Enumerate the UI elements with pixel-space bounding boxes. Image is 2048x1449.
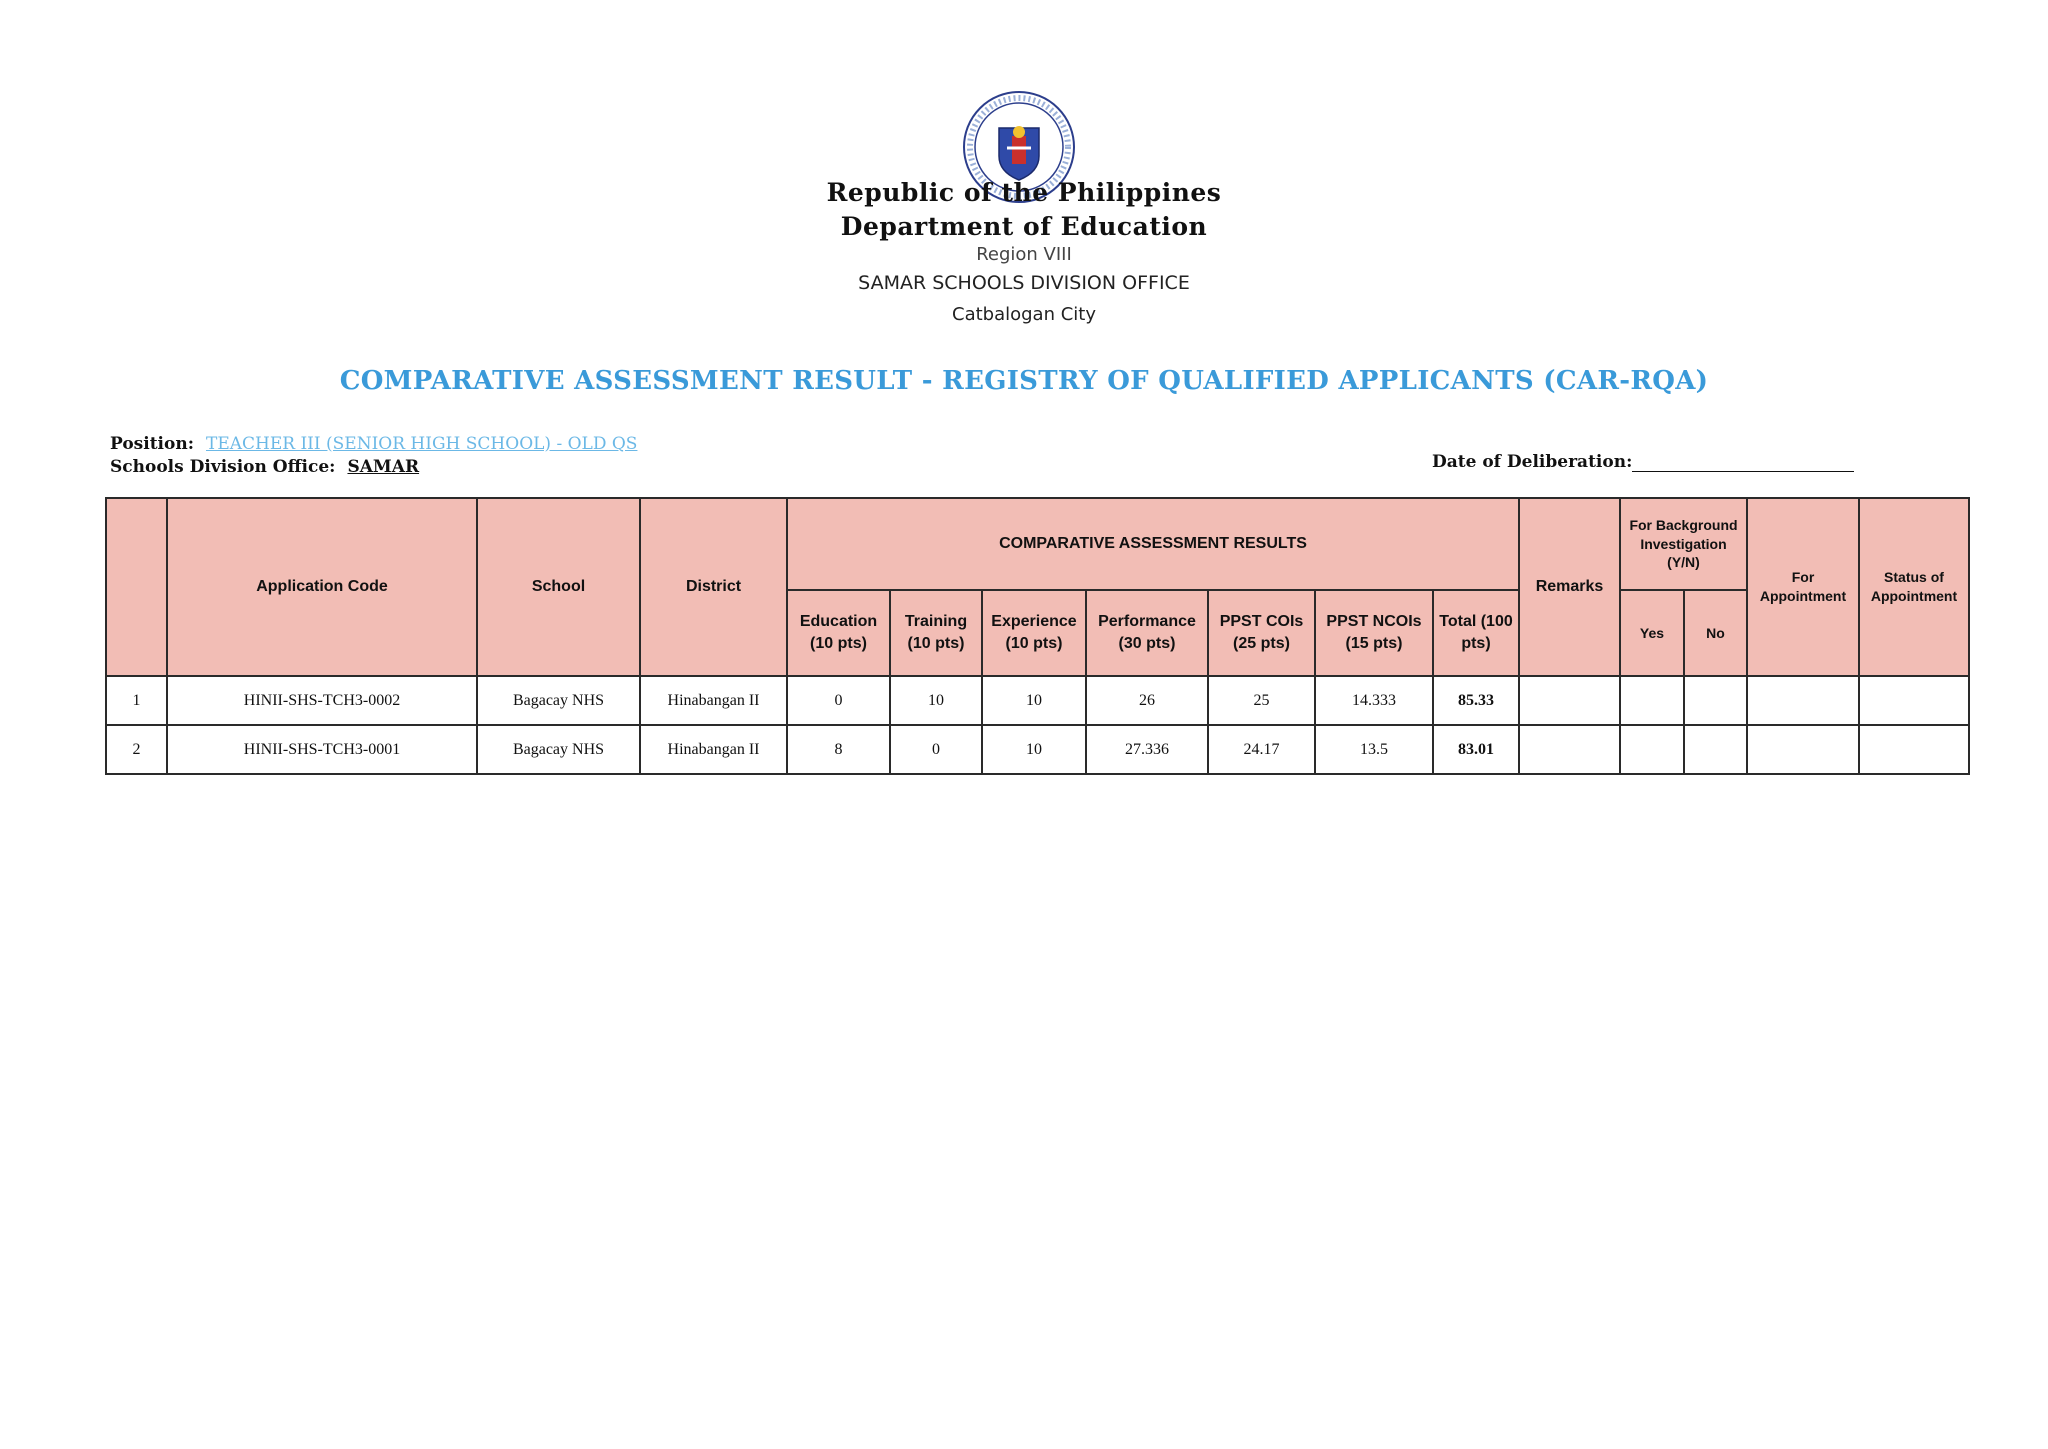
district-cell: Hinabangan II <box>640 725 787 774</box>
header-comparative-assessment-results: COMPARATIVE ASSESSMENT RESULTS <box>787 498 1519 590</box>
for-appointment-cell <box>1747 676 1859 725</box>
ppst-ncois-cell: 13.5 <box>1315 725 1433 774</box>
ppst-cois-cell: 24.17 <box>1208 725 1315 774</box>
for-appointment-cell <box>1747 725 1859 774</box>
header-education: Education (10 pts) <box>787 590 890 676</box>
region-label: Region VIII <box>976 244 1072 265</box>
table-row <box>106 676 1969 725</box>
no-cell <box>1684 725 1747 774</box>
document-title: COMPARATIVE ASSESSMENT RESULT - REGISTRY OF QUALIFIED APPLICANTS (CAR-RQA) <box>339 366 1709 396</box>
table-row <box>106 725 1969 774</box>
training-cell: 0 <box>890 725 982 774</box>
department-heading: Department of Education <box>840 212 1208 241</box>
deliberation-line <box>1432 452 1854 472</box>
header-status-of-appointment: Status of Appointment <box>1859 498 1969 676</box>
experience-cell: 10 <box>982 725 1086 774</box>
education-cell: 8 <box>787 725 890 774</box>
header-no: No <box>1684 590 1747 676</box>
deliberation-label: Date of Deliberation: <box>1432 452 1633 472</box>
yes-cell <box>1620 725 1684 774</box>
republic-heading: Republic of the Philippines <box>826 178 1222 207</box>
sdo-label: Schools Division Office: <box>110 457 336 477</box>
header-ppst-cois: PPST COIs (25 pts) <box>1208 590 1315 676</box>
deliberation-blank <box>1632 455 1854 472</box>
header-total: Total (100 pts) <box>1433 590 1519 676</box>
header-number <box>106 498 167 676</box>
remarks-cell <box>1519 676 1620 725</box>
experience-cell: 10 <box>982 676 1086 725</box>
remarks-cell <box>1519 725 1620 774</box>
sdo-value: SAMAR <box>347 457 420 477</box>
header-training: Training (10 pts) <box>890 590 982 676</box>
application-code-cell: HINII-SHS-TCH3-0001 <box>167 725 477 774</box>
header-application-code: Application Code <box>167 498 477 676</box>
district-cell: Hinabangan II <box>640 676 787 725</box>
position-line <box>110 434 637 454</box>
header-district: District <box>640 498 787 676</box>
ppst-ncois-cell: 14.333 <box>1315 676 1433 725</box>
school-cell: Bagacay NHS <box>477 676 640 725</box>
header-remarks: Remarks <box>1519 498 1620 676</box>
total-cell: 83.01 <box>1433 725 1519 774</box>
header-yes: Yes <box>1620 590 1684 676</box>
ppst-cois-cell: 25 <box>1208 676 1315 725</box>
no-cell <box>1684 676 1747 725</box>
training-cell: 10 <box>890 676 982 725</box>
header-performance: Performance (30 pts) <box>1086 590 1208 676</box>
header-ppst-ncois: PPST NCOIs (15 pts) <box>1315 590 1433 676</box>
row-number: 1 <box>106 676 167 725</box>
division-office-label: SAMAR SCHOOLS DIVISION OFFICE <box>858 272 1190 294</box>
header-experience: Experience (10 pts) <box>982 590 1086 676</box>
yes-cell <box>1620 676 1684 725</box>
total-cell: 85.33 <box>1433 676 1519 725</box>
row-number: 2 <box>106 725 167 774</box>
school-cell: Bagacay NHS <box>477 725 640 774</box>
education-cell: 0 <box>787 676 890 725</box>
header-for-appointment: For Appointment <box>1747 498 1859 676</box>
header-school: School <box>477 498 640 676</box>
city-label: Catbalogan City <box>952 304 1096 325</box>
header-background-investigation: For Background Investigation (Y/N) <box>1620 498 1747 590</box>
position-label: Position: <box>110 434 194 454</box>
car-rqa-table <box>105 497 1970 775</box>
position-value: TEACHER III (SENIOR HIGH SCHOOL) - OLD QS <box>205 434 638 454</box>
application-code-cell: HINII-SHS-TCH3-0002 <box>167 676 477 725</box>
performance-cell: 26 <box>1086 676 1208 725</box>
sdo-line <box>110 457 419 477</box>
performance-cell: 27.336 <box>1086 725 1208 774</box>
status-cell <box>1859 725 1969 774</box>
status-cell <box>1859 676 1969 725</box>
